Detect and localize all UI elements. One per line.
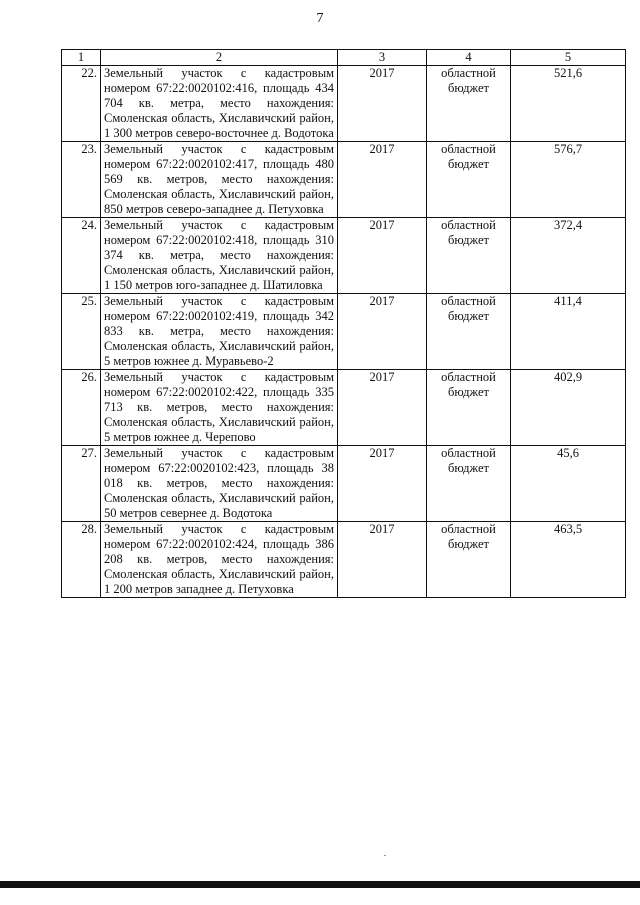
- funding-line-1: областной: [441, 294, 496, 308]
- table-row: [62, 294, 626, 370]
- row-number: 23.: [62, 142, 101, 218]
- plot-description: Земельный участок с кадастровым номером 67:22:0020102:419, площадь 342 833 кв. метра, место нахождения: Смоленская область, Хиславичский район, 5 метров южнее д. Муравьево-2: [101, 294, 338, 370]
- column-header: 1: [62, 50, 101, 66]
- amount-cell: 45,6: [511, 446, 626, 522]
- funding-line-2: бюджет: [448, 537, 489, 551]
- row-number: 28.: [62, 522, 101, 598]
- table-row: [62, 218, 626, 294]
- plot-description: Земельный участок с кадастровым номером 67:22:0020102:424, площадь 386 208 кв. метров, место нахождения: Смоленская область, Хиславичский район, 1 200 метров западнее д. Петуховка: [101, 522, 338, 598]
- column-header: 5: [511, 50, 626, 66]
- funding-line-2: бюджет: [448, 233, 489, 247]
- column-header: 2: [101, 50, 338, 66]
- table-row: [62, 66, 626, 142]
- scan-speck: [384, 855, 386, 856]
- amount-cell: 402,9: [511, 370, 626, 446]
- page-number: 7: [316, 11, 324, 26]
- year-cell: 2017: [338, 522, 427, 598]
- funding-line-1: областной: [441, 522, 496, 536]
- funding-line-2: бюджет: [448, 81, 489, 95]
- year-cell: 2017: [338, 218, 427, 294]
- amount-cell: 521,6: [511, 66, 626, 142]
- plot-description: Земельный участок с кадастровым номером 67:22:0020102:423, площадь 38 018 кв. метров, место нахождения: Смоленская область, Хиславичский район, 50 метров севернее д. Водотока: [101, 446, 338, 522]
- year-cell: 2017: [338, 446, 427, 522]
- funding-line-2: бюджет: [448, 461, 489, 475]
- table-row: [62, 370, 626, 446]
- table-row: [62, 142, 626, 218]
- funding-line-1: областной: [441, 370, 496, 384]
- table-row: [62, 446, 626, 522]
- funding-source: [427, 294, 511, 370]
- table-row: [62, 522, 626, 598]
- funding-line-1: областной: [441, 446, 496, 460]
- year-cell: 2017: [338, 370, 427, 446]
- amount-cell: 372,4: [511, 218, 626, 294]
- table-header-row: [62, 50, 626, 66]
- row-number: 26.: [62, 370, 101, 446]
- plot-description: Земельный участок с кадастровым номером 67:22:0020102:422, площадь 335 713 кв. метров, место нахождения: Смоленская область, Хиславичский район, 5 метров южнее д. Черепово: [101, 370, 338, 446]
- funding-source: [427, 218, 511, 294]
- funding-line-1: областной: [441, 66, 496, 80]
- funding-source: [427, 142, 511, 218]
- row-number: 22.: [62, 66, 101, 142]
- funding-source: [427, 446, 511, 522]
- funding-source: [427, 522, 511, 598]
- amount-cell: 463,5: [511, 522, 626, 598]
- plot-description: Земельный участок с кадастровым номером 67:22:0020102:418, площадь 310 374 кв. метра, место нахождения: Смоленская область, Хиславичский район, 1 150 метров юго-западнее д. Шатиловка: [101, 218, 338, 294]
- land-plots-table: [61, 49, 626, 598]
- funding-line-1: областной: [441, 218, 496, 232]
- funding-line-2: бюджет: [448, 309, 489, 323]
- funding-line-2: бюджет: [448, 385, 489, 399]
- row-number: 24.: [62, 218, 101, 294]
- funding-source: [427, 66, 511, 142]
- plot-description: Земельный участок с кадастровым номером 67:22:0020102:417, площадь 480 569 кв. метров, место нахождения: Смоленская область, Хиславичский район, 850 метров северо-западнее д. Петуховка: [101, 142, 338, 218]
- row-number: 25.: [62, 294, 101, 370]
- year-cell: 2017: [338, 294, 427, 370]
- row-number: 27.: [62, 446, 101, 522]
- column-header: 4: [427, 50, 511, 66]
- column-header: 3: [338, 50, 427, 66]
- year-cell: 2017: [338, 142, 427, 218]
- amount-cell: 576,7: [511, 142, 626, 218]
- funding-line-1: областной: [441, 142, 496, 156]
- amount-cell: 411,4: [511, 294, 626, 370]
- year-cell: 2017: [338, 66, 427, 142]
- page-bottom-bar: [0, 881, 640, 888]
- funding-source: [427, 370, 511, 446]
- plot-description: Земельный участок с кадастровым номером 67:22:0020102:416, площадь 434 704 кв. метра, место нахождения: Смоленская область, Хиславичский район, 1 300 метров северо-восточнее д. Водотока: [101, 66, 338, 142]
- funding-line-2: бюджет: [448, 157, 489, 171]
